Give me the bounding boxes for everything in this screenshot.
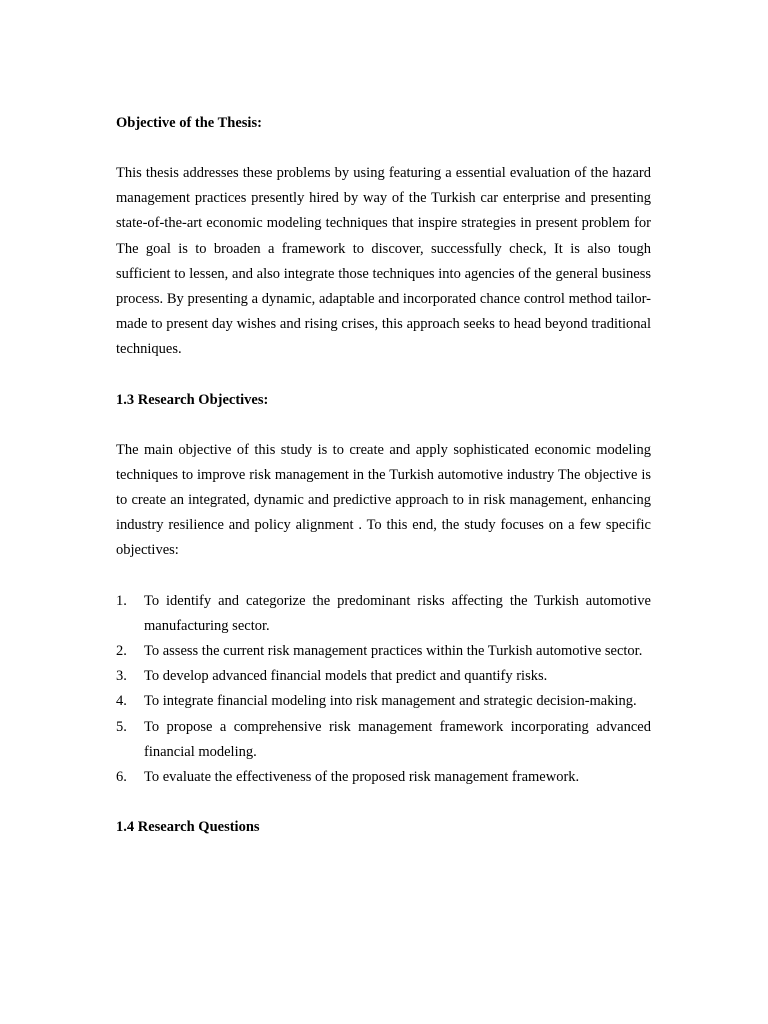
spacer — [116, 413, 651, 438]
list-item — [116, 689, 651, 714]
objectives-list — [116, 589, 651, 791]
objective-heading: Objective of the Thesis: — [116, 115, 262, 131]
list-item — [116, 715, 651, 765]
list-number: 4. — [116, 693, 127, 710]
spacer — [116, 136, 651, 161]
list-item-text: To develop advanced financial models that predict and quantify risks. — [144, 668, 548, 685]
list-item — [116, 765, 651, 790]
objective-paragraph: This thesis addresses these problems by using featuring a essential evaluation of the hazard management practices presently hired by way of the Turkish car enterprise and presenting state-of-the-art economic modeling techniques that inspire strategies in present problem for The goal is to broaden a framework to discover, successfully check, It is also tough sufficient to lessen, and also integrate those techniques into agencies of the general business process. By presenting a dynamic, adaptable and incorporated chance control method tailor-made to present day wishes and rising crises, this approach seeks to head beyond traditional techniques. — [116, 165, 651, 358]
spacer — [116, 790, 651, 815]
list-number: 1. — [116, 592, 127, 609]
list-item-text: To assess the current risk management practices within the Turkish automotive sector. — [144, 643, 643, 660]
research-objectives-heading: 1.3 Research Objectives: — [116, 391, 269, 408]
research-questions-heading: 1.4 Research Questions — [116, 819, 260, 836]
list-number: 3. — [116, 668, 127, 685]
spacer — [116, 363, 651, 388]
list-item-text: To identify and categorize the predominant risks affecting the Turkish automotive manufacturing sector. — [144, 592, 651, 634]
document-page — [116, 111, 651, 840]
list-item-text: To propose a comprehensive risk management framework incorporating advanced financial modeling. — [144, 718, 651, 760]
list-item-text: To evaluate the effectiveness of the proposed risk management framework. — [144, 769, 580, 786]
list-item-text: To integrate financial modeling into risk management and strategic decision-making. — [144, 693, 637, 710]
research-objectives-paragraph: The main objective of this study is to create and apply sophisticated economic modeling techniques to improve risk management in the Turkish automotive industry The objective is to create an integrated, dynamic and predictive approach to in risk management, enhancing industry resilience and policy alignment . To this end, the study focuses on a few specific objectives: — [116, 441, 651, 559]
list-item — [116, 639, 651, 664]
list-number: 6. — [116, 769, 127, 786]
list-item — [116, 664, 651, 689]
spacer — [116, 564, 651, 589]
list-number: 5. — [116, 718, 127, 735]
list-number: 2. — [116, 643, 127, 660]
list-item — [116, 589, 651, 639]
